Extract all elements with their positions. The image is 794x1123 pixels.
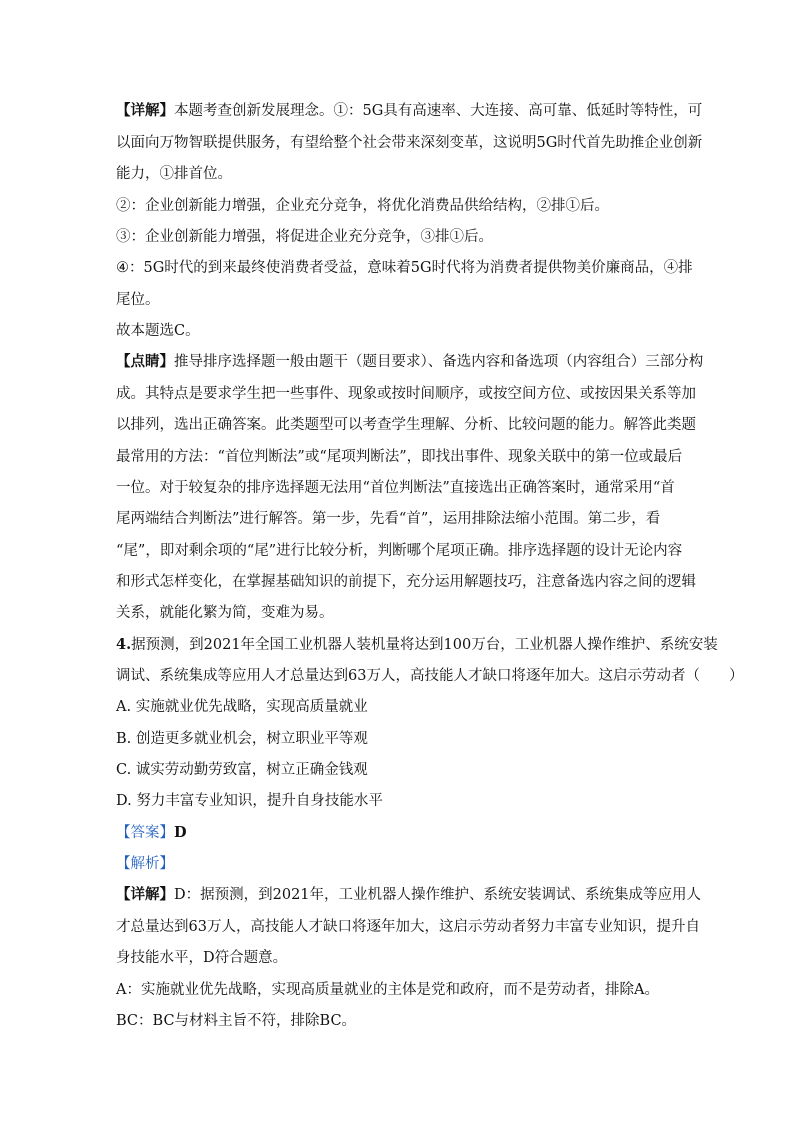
text-line: 故本题选C。 (116, 323, 200, 339)
question-line: 4.据预测，到2021年全国工业机器人装机量将达到100万台，工业机器人操作维护、系统安装 (116, 636, 718, 653)
text-line: 身技能水平，D符合题意。 (116, 950, 288, 966)
text-line: 尾两端结合判断法”进行解答。第一步，先看“首”，运用排除法缩小范围。第二步，看 (116, 511, 661, 527)
text-line: 以面向万物智联提供服务，有望给整个社会带来深刻变革，这说明5G时代首先助推企业创新 (116, 135, 703, 151)
text-line: 调试、系统集成等应用人才总量达到63万人，高技能人才缺口将逐年加大。这启示劳动者（ ） (116, 668, 744, 684)
analysis-line (116, 854, 716, 874)
text-line: 能力，①排首位。 (116, 166, 232, 182)
answer-value: D (174, 824, 187, 841)
option-a: A. 实施就业优先战略，实现高质量就业 (116, 699, 368, 715)
text-line: 成。其特点是要求学生把一些事件、现象或按时间顺序，或按空间方位、或按因果关系等加 (116, 386, 696, 402)
section-tag: 【点睛】 (116, 353, 174, 370)
option-b: B. 创造更多就业机会，树立职业平等观 (116, 731, 368, 747)
answer-line (116, 823, 716, 843)
text-line: 以排列，选出正确答案。此类题型可以考查学生理解、分析、比较问题的能力。解答此类题 (116, 417, 696, 433)
tip-line: 【点睛】推导排序选择题一般由题干（题目要求）、备选内容和备选项（内容组合）三部分构 (116, 353, 704, 370)
question-number: 4. (116, 636, 132, 653)
text-line: A：实施就业优先战略，实现高质量就业的主体是党和政府，而不是劳动者，排除A。 (116, 982, 659, 998)
text-line: 和形式怎样变化，在掌握基础知识的前提下，充分运用解题技巧，注意备选内容之间的逻辑 (116, 574, 696, 590)
analysis-tag: 【解析】 (116, 856, 174, 872)
section-tag: 【详解】 (116, 886, 174, 903)
text-line: ③：企业创新能力增强，将促进企业充分竞争，③排①后。 (116, 229, 493, 245)
text-line: 关系，就能化繁为简，变难为易。 (116, 605, 334, 621)
text-line: “尾”，即对剩余项的“尾”进行比较分析，判断哪个尾项正确。排序选择题的设计无论内容 (116, 543, 683, 559)
text-line: 一位。对于较复杂的排序选择题无法用“首位判断法”直接选出正确答案时，通常采用“首 (116, 480, 675, 496)
text-line: ④：5G时代的到来最终使消费者受益，意味着5G时代将为消费者提供物美价廉商品，④排 (116, 260, 693, 276)
text-line: 才总量达到63万人，高技能人才缺口将逐年加大，这启示劳动者努力丰富专业知识，提升自 (116, 919, 700, 935)
section-tag: 【详解】 (116, 102, 174, 119)
answer-tag: 【答案】 (116, 825, 174, 841)
text-line: BC：BC与材料主旨不符，排除BC。 (116, 1013, 357, 1029)
option-c: C. 诚实劳动勤劳致富，树立正确金钱观 (116, 762, 368, 778)
explanation-line: 【详解】D：据预测，到2021年，工业机器人操作维护、系统安装调试、系统集成等应用人 (116, 886, 702, 903)
explanation-line: 【详解】本题考查创新发展理念。①：5G具有高速率、大连接、高可靠、低延时等特性，可 (116, 102, 703, 119)
text-line: 尾位。 (116, 292, 160, 308)
text-line: 最常用的方法：“首位判断法”或“尾项判断法”，即找出事件、现象关联中的第一位或最后 (116, 449, 683, 465)
text-line: ②：企业创新能力增强，企业充分竞争，将优化消费品供给结构，②排①后。 (116, 198, 609, 214)
option-d: D. 努力丰富专业知识，提升自身技能水平 (116, 793, 383, 809)
